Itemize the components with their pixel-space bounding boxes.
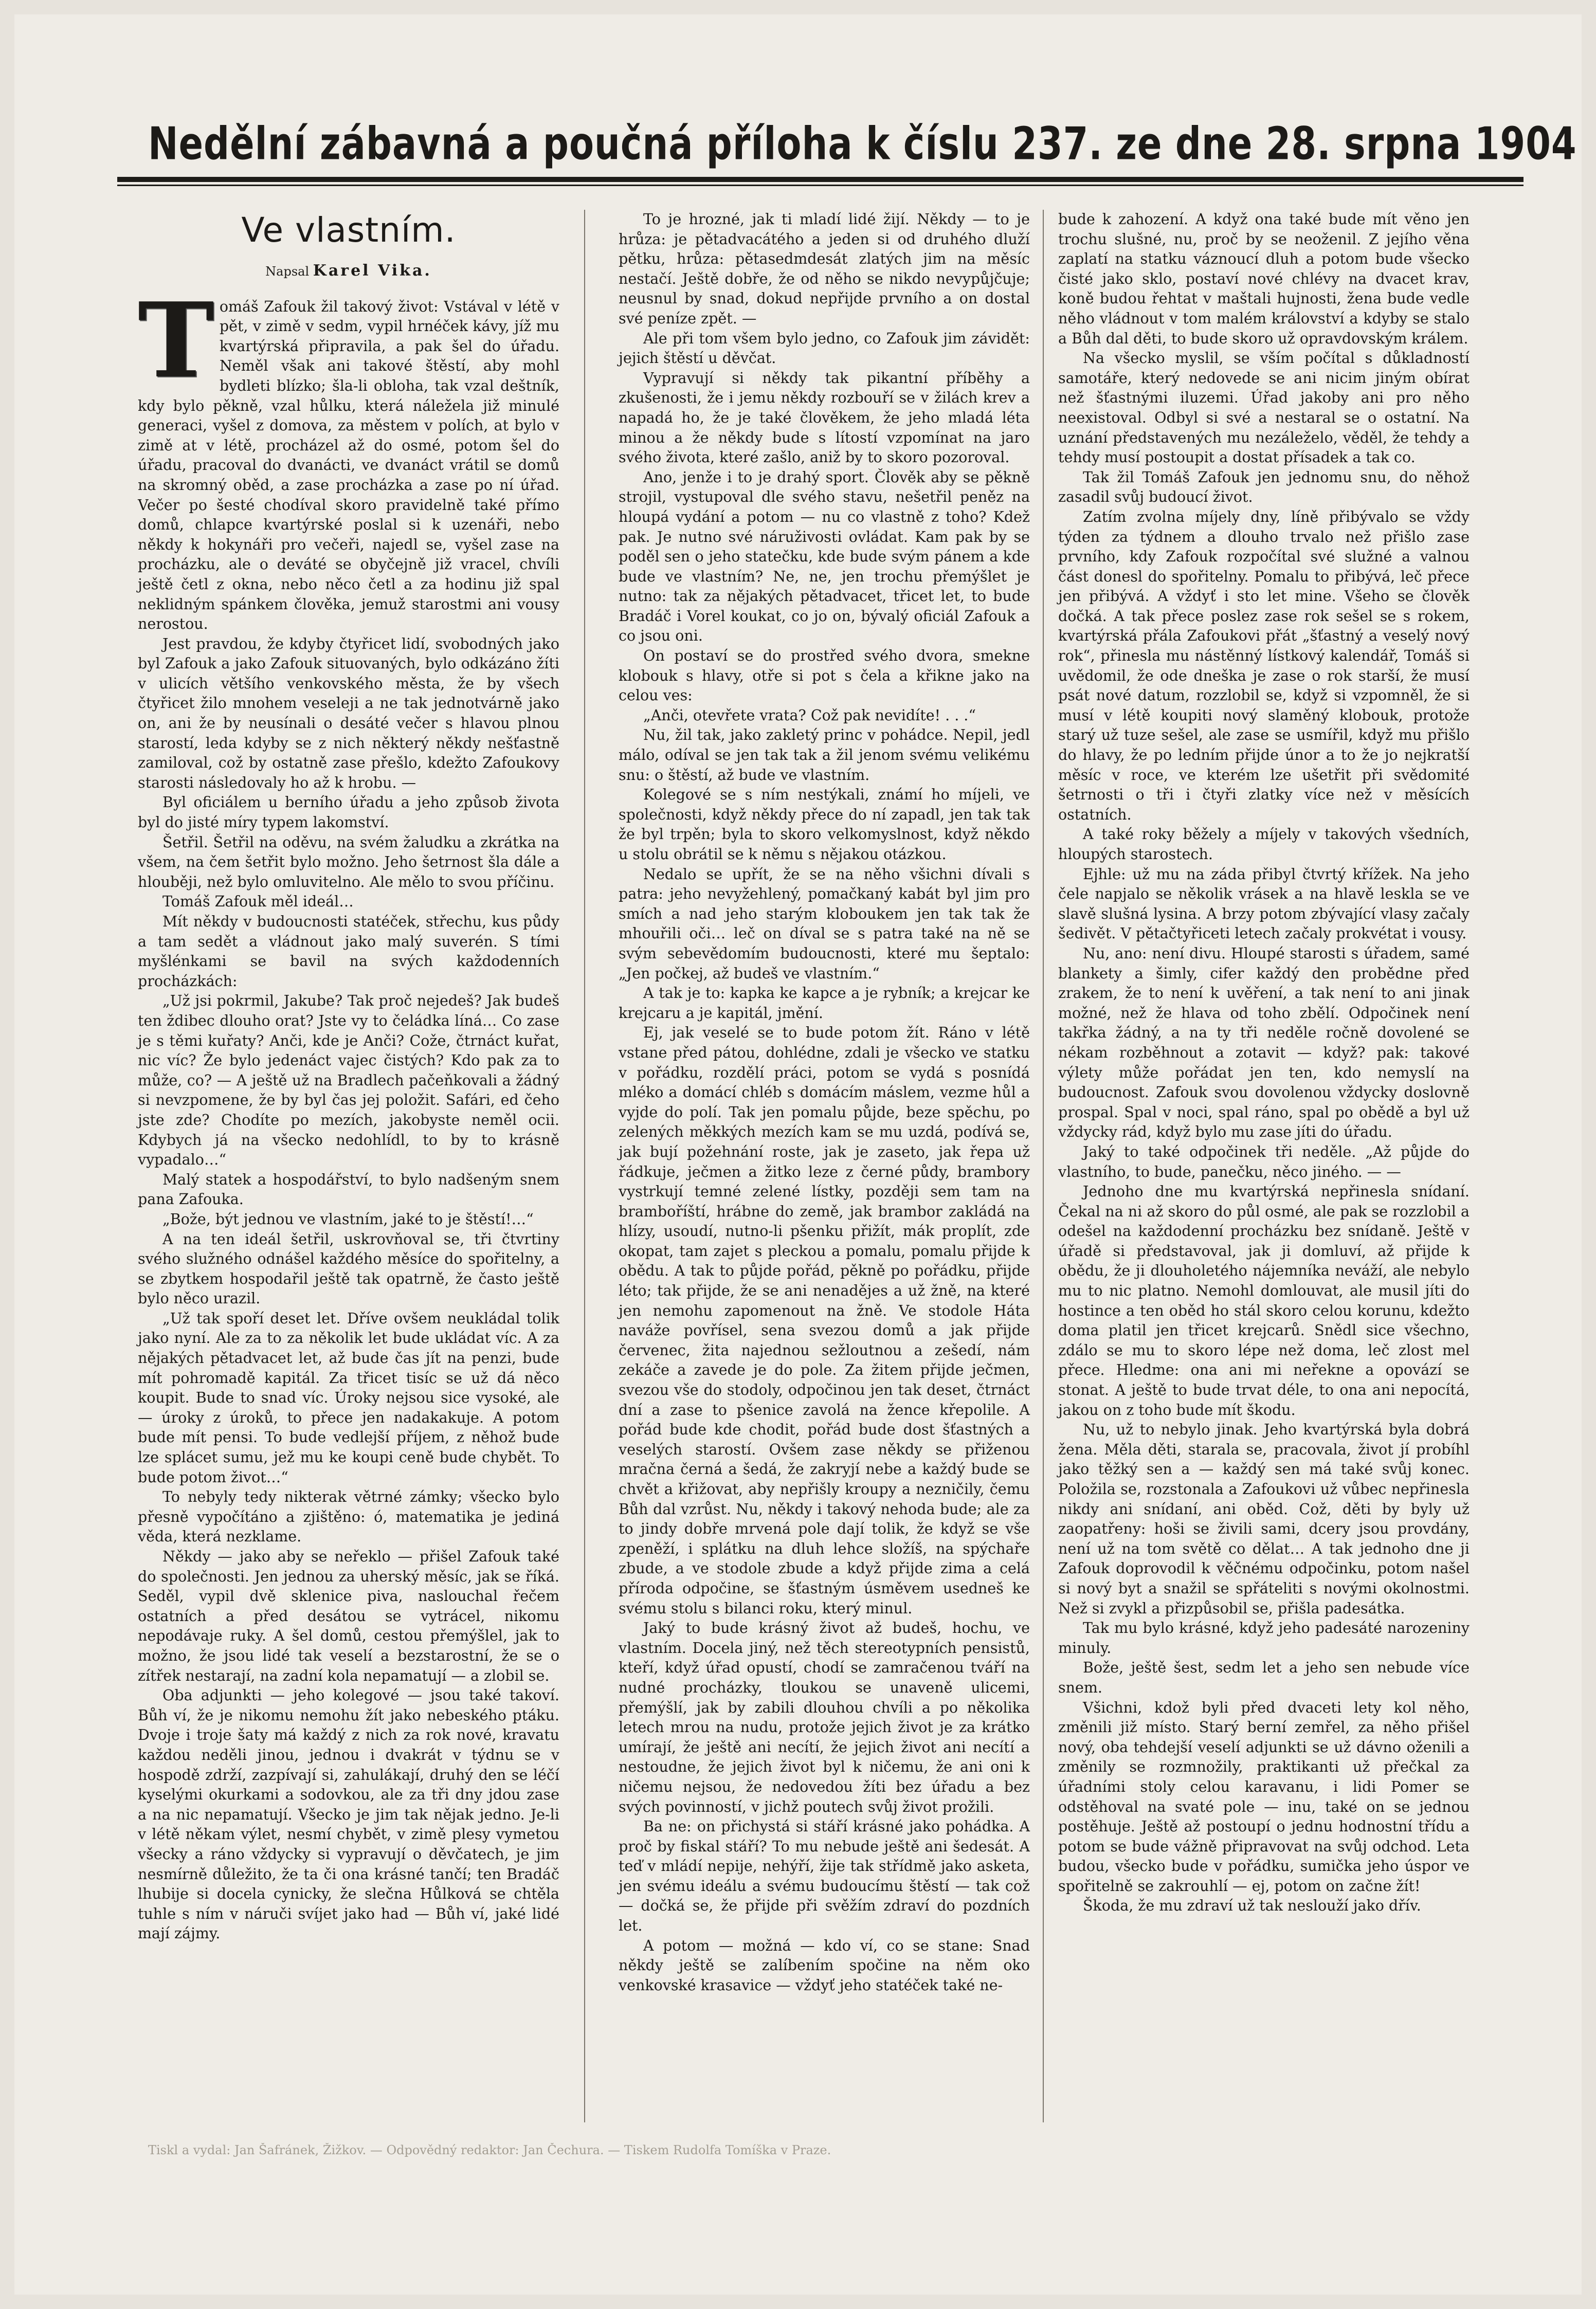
byline-author: Karel Vika.: [313, 262, 432, 280]
paragraph: Tomáš Zafouk měl ideál…: [162, 893, 354, 911]
paragraph: A potom — možná — kdo ví, co se stane: Snad někdy ještě se zalíbením spočine na něm oko venkovské krasavice — vždyť jeho statéček také ne-: [619, 1937, 1030, 1994]
paragraph: On postaví se do prostřed svého dvora, smekne klobouk s hlavy, otře si pot s čela a křikne jako na celou ves:: [619, 647, 1030, 704]
byline-prefix: Napsal: [265, 264, 310, 279]
paragraph: Nu, už to nebylo jinak. Jeho kvartýrská byla dobrá žena. Měla děti, starala se, pracovala, život jí probíhl jako těžký sen a — každý sen má také svůj konec. Položila se, rozstonala a Zafoukovi už vůbec nepřinesla nikdy ani snídaní, ani oběd. Což, děti by byly už zaopatřeny: hoši se živili sami, dcery jsou provdány, není už na tom světě co dělat… A tak jednoho dne ji Zafouk doprovodil k věčnému odpočinku, potom našel si nový byt a snažil se spřáteliti s novými okolnostmi. Než si zvykl a přizpůsobil se, přišla padesátka.: [1058, 1421, 1470, 1617]
paragraph: Všichni, kdož byli před dvaceti lety kol něho, změnili již místo. Starý berní zemřel, za něho přišel nový, oba tehdejší veselí adjunkti se už dávno oženili a změnily se rozmnožily, praktikanti už přečkal za úřadními stoly celou karavanu, i lidi Pomer se odstěhoval na svaté pole — inu, také on se jednou postěhuje. Ještě až postoupí o jednu hodnostní třídu a potom se bude vážně připravovat na svůj odchod. Leta budou, všecko bude v pořádku, sumička jeho úspor ve spořitelně se zakrouhlí — ej, potom on začne žít!: [1058, 1699, 1470, 1895]
paragraph: [138, 280, 559, 634]
header-rule-thin: [117, 185, 1524, 186]
dropcap-letter: T: [138, 280, 214, 401]
column-3: [1058, 210, 1470, 1916]
paragraph: Malý statek a hospodářství, to bylo nadšeným snem pana Zafouka.: [138, 1171, 559, 1208]
byline: [138, 261, 559, 282]
paragraph: „Anči, otevřete vrata? Což pak nevidíte! . . .“: [643, 706, 976, 724]
paragraph: Mít někdy v budoucnosti statéček, střechu, kus půdy a tam sedět a vládnout jako malý suverén. S tími myšlénkami se bavil na svých každodenních procházkách:: [138, 913, 559, 990]
paragraph: Ejhle: už mu na záda přibyl čtvrtý křížek. Na jeho čele napjalo se několik vrásek a na hlavě leskla se ve slavě slušná lysina. A brzy potom zbývající vlasy začaly šedivět. V pětačtyřiceti letech začaly prokvétat i vousy.: [1058, 865, 1470, 942]
paragraph: Jest pravdou, že kdyby čtyřicet lidí, svobodných jako byl Zafouk a jako Zafouk situovaných, bylo odkázáno žíti v ulicích většího venkovského města, že by všech čtyřicet žilo mnohem veseleji a ne tak jednotvárně jako on, ani že by neusínali o desáté večer s hlavou plnou starostí, leda kdyby se z nich některý někdy nešťastně zamiloval, což by ostatně zase přešlo, kdežto Zafoukovy starosti následovaly ho až k hrobu. —: [138, 635, 559, 791]
paragraph: Škoda, že mu zdraví už tak neslouží jako dřív.: [1083, 1897, 1421, 1915]
newspaper-page: [14, 14, 1582, 2295]
paragraph: A také roky běžely a míjely v takových všedních, hloupých starostech.: [1058, 826, 1470, 863]
header-rule-thick: [117, 177, 1524, 182]
paragraph: Ba ne: on přichystá si stáří krásné jako pohádka. A proč by fiskal stáří? To mu nebude ještě ani šedesát. A teď v mládí nepije, nehýří, žije tak střídmě jako asketa, jen svému ideálu a svému budoucímu štěstí — tak což — dočká se, že přijde při svěžím zdraví do pozdních let.: [619, 1818, 1030, 1935]
paragraph: Byl oficiálem u berního úřadu a jeho způsob života byl do jisté míry typem lakomství.: [138, 794, 559, 831]
paragraph: Tak mu bylo krásné, když jeho padesáté narozeniny minuly.: [1058, 1620, 1470, 1657]
paragraph: Jaký to také odpočinek tři neděle. „Až půjde do vlastního, to bude, panečku, něco jiného. — —: [1058, 1143, 1470, 1180]
column-divider: [1043, 210, 1044, 2122]
supplement-header-title: Nedělní zábavná a poučná příloha k číslu 237. ze dne 28. srpna 1904: [148, 117, 1577, 170]
paragraph: Ale při tom všem bylo jedno, co Zafouk jim závidět: jejich štěstí u děvčat.: [619, 330, 1030, 367]
column-2: [619, 210, 1030, 1995]
paragraph: Na všecko myslil, se vším počítal s důkladností samotáře, který nedovede se ani nicim jiným obírat než šťastnými iluzemi. Úřad jakoby ani pro něho neexistoval. Odbyl si své a nestaral se o ostatní. Na uznání představených mu nezáleželo, věděl, že tehdy a tehdy musí postoupit a dostat přísadek a tak co.: [1058, 350, 1470, 466]
column-divider: [584, 210, 585, 2122]
paragraph: Nu, ano: není divu. Hloupé starosti s úřadem, samé blankety a šimly, cifer každý den probědne před zrakem, že to není k uvěření, a tak není to ani jinak možné, než že hlava od toho zbělí. Odpočinek není takřka žádný, a na ty tři neděle ročně dovolené se nékam rozběhnout a zotavit — když? pak: takové výlety může pořádat jen ten, kdo nemyslí na budoucnost. Zafouk svou dovolenou vždycky doslovně prospal. Spal v noci, spal ráno, spal po obědě a byl už vždycky rád, když bylo mu zase jíti do úřadu.: [1058, 944, 1470, 1141]
paragraph: Bože, ještě šest, sedm let a jeho sen nebude více snem.: [1058, 1659, 1470, 1696]
paragraph: A na ten ideál šetřil, uskrovňoval se, tři čtvrtiny svého služného odnášel každého měsíce do spořitelny, a se zbytkem hospodařil ještě tak opatrně, že často ještě bylo něco urazil.: [138, 1230, 559, 1307]
paragraph: Někdy — jako aby se neřeklo — přišel Zafouk také do společnosti. Jen jednou za uherský měsíc, jak se říká. Seděl, vypil dvě sklenice piva, naslouchal řečem ostatních a před desátou se vytrácel, nikomu nepodávaje ruky. A šel domů, cestou přemýšlel, jak to možno, že jsou lidé tak veselí a bezstarostní, že se o zítřek nestarají, na zadní kola nepamatují — a zlobil se.: [138, 1548, 559, 1684]
paragraph: To je hrozné, jak ti mladí lidé žijí. Někdy — to je hrůza: je pětadvacátého a jeden si od druhého dluží pětku, hrůza: pětasedmdesát zlatých jim na měsíc nestačí. Ještě dobře, že od něho se nikdo nevypůjčuje; neusnul by snad, dokud nepřijde prvního a on dostal své peníze zpět. —: [619, 211, 1030, 327]
paragraph: „Už tak spoří deset let. Dříve ovšem neukládal tolik jako nyní. Ale za to za několik let bude ukládat víc. A za nějakých pětadvacet let, až bude čas jít na penzi, bude mít pohromadě kapitál. Za třicet tisíc se už dá něco koupit. Bude to snad víc. Úroky nejsou sice vysoké, ale — úroky z úroků, to přece jen nadakakuje. A potom bude mít pensi. To bude vedlejší příjem, z něhož bude lze splácet sumu, jež mu ke koupi ceně bude chybět. To bude potom život…“: [138, 1310, 559, 1486]
story-title: Ve vlastním.: [241, 210, 456, 250]
paragraph: bude k zahození. A když ona také bude mít věno jen trochu slušné, nu, proč by se neoženil. Z jejího věna zaplatí na statku váznoucí dluh a potom bude všecko čisté jako sklo, postaví nové chlévy na dvacet krav, koně budou řehtat v maštali hujnosti, žena bude vedle něho vládnout v tom malém království a kdyby se stalo a Bůh dal děti, to bude skoro už opravdovským králem.: [1058, 211, 1470, 347]
paragraph: Oba adjunkti — jeho kolegové — jsou také takoví. Bůh ví, že je nikomu nemohu žít jako nebeského ptáku. Dvoje i troje šaty má každý z nich za rok nové, kravatu každou neděli jinou, jednou i dvakrát v týdnu se v hospodě zdrží, zazpívají si, zahulákají, druhý den se léčí kyselými okurkami a sodovkou, ale za tři dny jdou zase a na nic nepamatují. Všecko je jim tak nějak jedno. Je-li v létě někam výlet, nesmí chybět, v zimě plesy vymetou všecky a ráno vždycky si vypravují o děvčatech, je jim nesmírně důležito, že ta či ona krásné tančí; ten Bradáč lhubije si docela cynicky, že slečna Hůlková se chtěla tuhle s ním v náruči svíjet jako had — Bůh ví, jaké lidé mají zájmy.: [138, 1687, 559, 1942]
paragraph: Nedalo se upřít, že se na něho všichni dívali s patra: jeho nevyžehlený, pomačkaný kabát byl jim pro smích a nad jeho starým kloboukem jen tak tak že mhouřili oči… leč on díval se s patra také na ně se svým sebevědomím budoucnosti, které mu šeptalo: „Jen počkej, až budeš ve vlastním.“: [619, 865, 1030, 982]
column-1: [138, 210, 559, 1944]
paragraph: Jaký to bude krásný život až budeš, hochu, ve vlastním. Docela jiný, než těch stereotypních pensistů, kteří, když úřad opustí, chodí se zamračenou tváří na nudné procházky, tloukou se unaveně ulicemi, přemýšlí, jak by zabili dlouhou chvíli a po několika letech mrou na nudu, protože jejich život je za krátko umírají, že ještě ani necítí, že jejich život ani necítí a nestoudne, že jejich život byl k ničemu, že ani oni k ničemu nejsou, že nedovedou žíti bez úřadu a bez svých povinností, v jichž poutech svůj život prožili.: [619, 1620, 1030, 1815]
paragraph: Šetřil. Šetřil na oděvu, na svém žaludku a zkrátka na všem, na čem šetřit bylo možno. Jeho šetrnost šla dále a hlouběji, než bylo omluvitelno. Ale mělo to svou příčinu.: [138, 833, 559, 890]
paragraph: To nebyly tedy nikterak větrné zámky; všecko bylo přesně vypočítáno a zjištěno: ó, matematika je jediná věda, která nezklame.: [138, 1488, 559, 1546]
paragraph: „Už jsi pokrmil, Jakube? Tak proč nejedeš? Jak budeš ten ždibec dlouho orat? Jste vy to čeládka líná… Co zase je s těmi kuřaty? Anči, kde je Anči? Cože, čtrnáct kuřat, nic víc? Že bylo jedenáct vajec čistých? Kdo pak za to může, co? — A ještě už na Bradlech pačeňkovali a žádný si nevzpomene, že by byl čas jej položit. Safári, ed čeho jste zde? Chodíte po mezích, jakobyste neměl ocii. Kdybych já na všecko nedohlídl, to by to krásně vypadalo…“: [138, 992, 559, 1169]
paragraph: Ej, jak veselé se to bude potom žít. Ráno v létě vstane před pátou, dohlédne, zdali je všecko ve statku v pořádku, rozdělí práci, potom se vydá s posnídá mléko a domácí chléb s domácím máslem, vezme hůl a vyjde do polí. Tak jen pomalu půjde, beze spěchu, po zelených měkkých mezích kam se mu uzdá, podívá se, jak bují požehnání roste, jak je zaseto, jak řepa už řádkuje, ječmen a žitko leze z černé půdy, brambory vystrkují temné zelené lístky, později sem tam na bramboříští, hrábne do země, jak brambor zakládá na hlízy, usoudí, nutno-li pšenku přižít, mák proplít, zde okopat, tam zajet s pleckou a pomalu, pomalu přijde k obědu. A tak to půjde pořád, pěkně po pořádku, přijde léto; tak přijde, že se ani nenadějes a už žně, na které jen nemohu zapomenout na žně. Ve stodole Háta naváže povřísel, sena svezou domů a jak přijde červenec, žita najednou sežloutnou a zešedí, nám zekáče a zavede je do pole. Za žitem přijde ječmen, svezou vše do stodoly, odpočinou jen tak deset, čtrnáct dní a zase to pšenice zavolá na žence křepolile. A pořád bude kde chodit, pořád bude dost šťastných a veselých starostí. Ovšem zase někdy se přiženou mračna černá a šedá, že zakryjí nebe a každý bude se chvět a křižovat, aby nepřišly kroupy a nezničily, čemu Bůh dal vzrůst. Nu, někdy i takový nehoda bude; ale za to jindy dobře mrvená pole dají tolik, že když se vše zpeněží, i splátku na dluh lehce složíš, na spýchaře zbude, a ve stodole zbude a když přijde zima a celá příroda odpočine, se šťastným úsměvem usedneš ke svému stolu s bilanci roku, který minul.: [619, 1024, 1030, 1617]
paragraph: Jednoho dne mu kvartýrská nepřinesla snídaní. Čekal na ni až skoro do půl osmé, ale pak se rozzlobil a odešel na každodenní procházku bez snídaně. Ještě v úřadě si představoval, jak ji domluví, až přijde k obědu, že ji dlouholetého nájemníka neváží, ale nebylo mu to nic platno. Nemohl domlouvat, ale musil jíti do hostince a ten oběd ho stál skoro celou korunu, kdežto doma platil jen třicet krejcarů. Snědl sice všechno, zdálo se mu to skoro lépe než doma, leč zlost mel přece. Hledme: ona ani mi neřekne a opovází se stonat. A ještě to bude trvat déle, to ona ani nepocítá, jakou on z toho bude mít škodu.: [1058, 1183, 1470, 1419]
paragraph: A tak je to: kapka ke kapce a je rybník; a krejcar ke krejcaru a je kapitál, jmění.: [619, 985, 1030, 1022]
paragraph: Tak žil Tomáš Zafouk jen jednomu snu, do něhož zasadil svůj budoucí život.: [1058, 468, 1470, 506]
page-footer-text: Tiskl a vydal: Jan Šafránek, Žižkov. — Odpovědný redaktor: Jan Čechura. — Tiskem Rudolfa Tomíška v Praze.: [148, 2143, 831, 2157]
paragraph: Nu, žil tak, jako zakletý princ v pohádce. Nepil, jedl málo, odíval se jen tak tak a žil jenom svému velikému snu: o štěstí, až bude ve vlastním.: [619, 726, 1030, 784]
paragraph: Kolegové se s ním nestýkali, známí ho míjeli, ve společnosti, když někdy přece do ní zapadl, jen tak tak že byl trpěn; byla to skoro velkomyslnost, když někdo u stolu obrátil se k němu s nějakou otázkou.: [619, 786, 1030, 863]
paragraph: Zatím zvolna míjely dny, líně přibývalo se vždy týden za týdnem a dlouho trvalo než přišlo zase prvního, kdy Zafouk rozpočítal své služné a valnou část donesl do spořitelny. Pomalu to přibývá, leč přece jen přibývá. A vždyť i sto let mine. Všeho se člověk dočká. A tak přece poslez zase rok sešel se s rokem, kvartýrská přála Zafoukovi přát „šťastný a veselý nový rok“, přinesla mu nástěnný lístkový kalendář, Tomáš si uvědomil, že ode dneška je zase o rok starší, že musí psát nové datum, rozzlobil se, když si vzpomněl, že si musí v létě koupiti nový slaměný klobouk, protože starý už tuze sešel, ale zase se usmířil, když mu přišlo do hlavy, že po ledním přijde únor a to že jo nejkratší měsíc v roce, ve kterém lze ušetřit při svědomité šetrnosti o tři i čtyři zlatky více než v měsících ostatních.: [1058, 508, 1470, 823]
paragraph: „Bože, být jednou ve vlastním, jaké to je štěstí!…“: [162, 1210, 534, 1228]
paragraph: Ano, jenže i to je drahý sport. Člověk aby se pěkně strojil, vystupoval dle svého stavu, nešetřil peněz na hloupá vydání a potom — nu co vlastně z toho? Kdež pak. Je nutno své náruživosti ovládat. Kam pak by se poděl sen o jeho statečku, kde bude svým pánem a kde bude ve vlastním? Ne, ne, jen trochu přemýšlet je nutno: tak za nějakých pětadvacet, třicet let, to bude Bradáč i Vorel koukat, co jo on, bývalý oficiál Zafouk a co jsou oni.: [619, 468, 1030, 645]
paragraph-text: omáš Zafouk žil takový život: Vstával v létě v pět, v zimě v sedm, vypil hrnéček kávy, jíž mu kvartýrská připravila, a pak šel do úřadu. Neměl však ani takové štěstí, aby mohl bydleti blízko; šla-li obloha, tak vzal deštník, kdy bylo pěkně, vzal hůlku, která náležela již minulé generaci, vyšel z domova, za městem v polích, at bylo v zimě at v létě, procházel až do osmé, potom šel do úřadu, pracoval do dvanácti, ve dvanáct vrátil se domů na skromný oběd, a zase procházka a zase po ní úřad. Večer po šesté chodíval skoro pravidelně také přímo domů, chlapce kvartýrské poslal si k uzenáři, nebo někdy k hokynáři pro večeři, najedl se, vyšel zase na procházku, ale o deváté se obyčejně již vracel, chvíli ještě četl z okna, nebo něco četl a za hodinu již spal neklidným spánkem člověka, jemuž starostmi ani vousy nerostou.: [138, 298, 559, 633]
paragraph: Vypravují si někdy tak pikantní příběhy a zkušenosti, že i jemu někdy rozbouří se v žilách krev a napadá ho, že je také člověkem, že jeho mladá léta minou a že někdy bude s lítostí vzpomínat na jaro svého života, které zašlo, aniž by to skoro pozoroval.: [619, 369, 1030, 466]
